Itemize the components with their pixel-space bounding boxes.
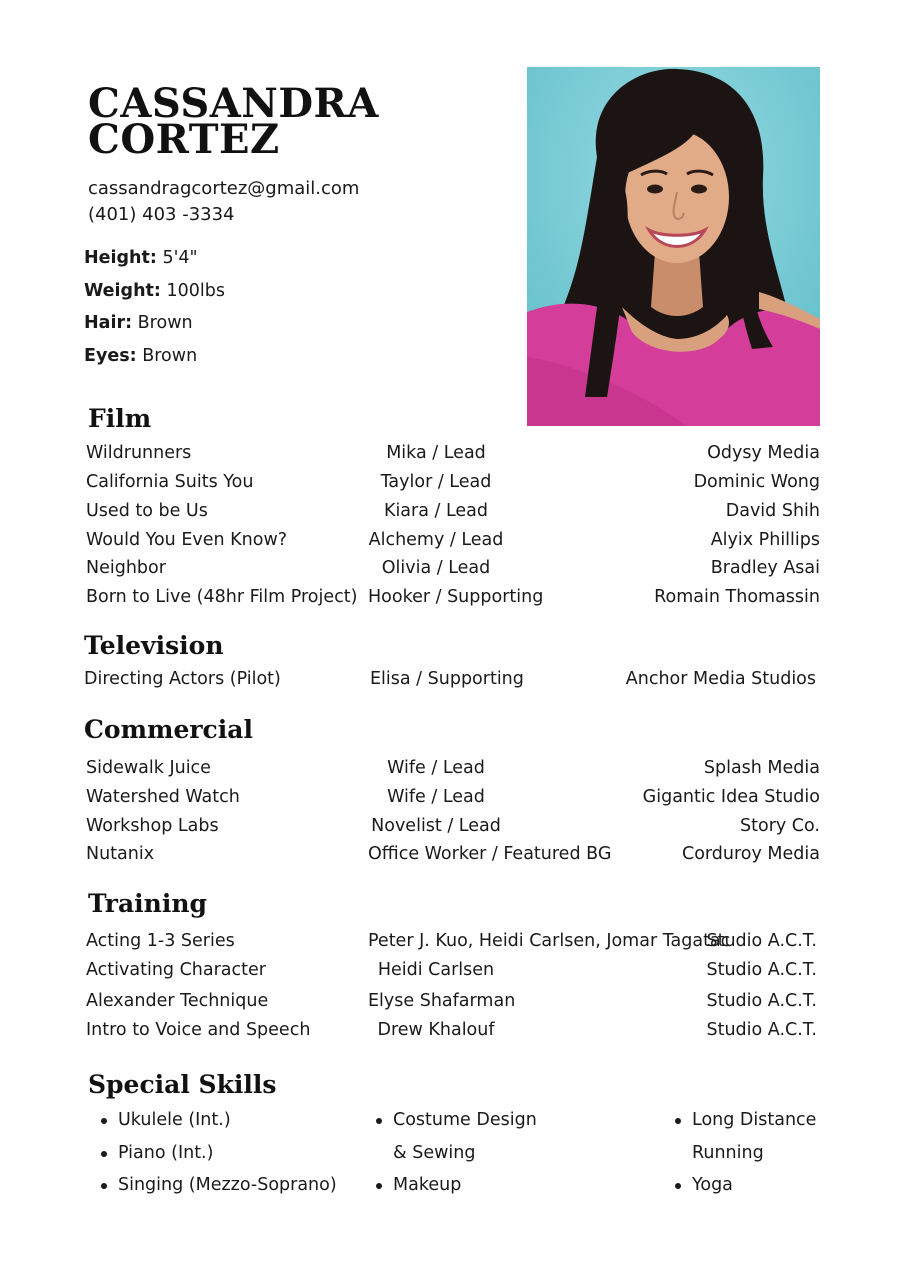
project-title: Used to be Us	[86, 501, 208, 521]
skill-item: Singing (Mezzo-Soprano)	[98, 1169, 337, 1202]
stat-label: Weight:	[84, 280, 161, 301]
studio: Studio A.C.T.	[706, 1020, 817, 1040]
role: Novelist / Lead	[371, 816, 501, 836]
skills-column-1	[98, 1104, 337, 1202]
training-row	[86, 1016, 822, 1044]
production-company: Anchor Media Studios	[625, 669, 816, 689]
project-title: Neighbor	[86, 558, 166, 578]
instructor: Elyse Shafarman	[368, 991, 516, 1011]
director: Bradley Asai	[710, 558, 820, 578]
stat-weight	[84, 277, 225, 310]
stat-value: Brown	[142, 345, 198, 366]
training-row	[86, 987, 822, 1015]
stat-eyes	[84, 342, 225, 375]
skill-item: Yoga	[672, 1169, 816, 1202]
section-heading-film: Film	[88, 404, 152, 433]
film-row	[86, 497, 822, 525]
course-name: Acting 1-3 Series	[86, 931, 235, 951]
skill-item: Ukulele (Int.)	[98, 1104, 337, 1137]
director: Odysy Media	[707, 443, 820, 463]
section-heading-commercial: Commercial	[84, 715, 253, 744]
instructor: Heidi Carlsen	[377, 960, 495, 980]
television-row	[84, 665, 820, 693]
film-row	[86, 468, 822, 496]
stat-label: Eyes:	[84, 345, 137, 366]
name-last: CORTEZ	[88, 116, 280, 163]
headshot-photo	[527, 67, 820, 426]
stat-label: Hair:	[84, 313, 133, 333]
film-row	[86, 439, 822, 467]
stat-height	[84, 244, 225, 277]
name-first: CASSANDRA	[88, 80, 379, 127]
section-heading-special-skills: Special Skills	[88, 1070, 277, 1099]
project-title: Watershed Watch	[86, 787, 240, 807]
commercial-row	[86, 812, 822, 840]
stat-value: 5'4"	[162, 248, 198, 268]
director: Romain Thomassin	[654, 587, 820, 607]
stat-label: Height:	[84, 248, 157, 268]
role: Alchemy / Lead	[368, 530, 504, 550]
role: Mika / Lead	[386, 443, 486, 463]
headshot-illustration	[527, 67, 820, 426]
project-title: Sidewalk Juice	[86, 758, 211, 778]
stat-value: Brown	[137, 313, 193, 333]
project-title: Would You Even Know?	[86, 530, 288, 550]
phone-text: (401) 403 -3334	[88, 204, 235, 225]
contact-info	[88, 176, 359, 228]
studio: Studio A.C.T.	[706, 960, 817, 980]
course-name: Alexander Technique	[86, 991, 269, 1011]
commercial-row	[86, 783, 822, 811]
project-title: Born to Live (48hr Film Project)	[86, 587, 358, 607]
course-name: Activating Character	[86, 960, 266, 980]
project-title: Nutanix	[86, 844, 155, 864]
skills-column-3	[672, 1104, 816, 1202]
production-company: Splash Media	[703, 758, 820, 778]
course-name: Intro to Voice and Speech	[86, 1020, 311, 1040]
role: Olivia / Lead	[381, 558, 491, 578]
production-company: Corduroy Media	[681, 844, 820, 864]
project-title: Wildrunners	[86, 443, 192, 463]
physical-stats	[84, 244, 225, 374]
instructor: Drew Khalouf	[377, 1020, 495, 1040]
production-company: Gigantic Idea Studio	[642, 787, 820, 807]
director: Alyix Phillips	[710, 530, 820, 550]
section-heading-television: Television	[84, 631, 224, 660]
commercial-row	[86, 840, 822, 868]
instructor: Peter J. Kuo, Heidi Carlsen, Jomar Tagatac	[368, 931, 731, 951]
training-row	[86, 927, 822, 955]
project-title: Workshop Labs	[86, 816, 219, 836]
role: Wife / Lead	[387, 787, 485, 807]
director: David Shih	[725, 501, 820, 521]
project-title: Directing Actors (Pilot)	[84, 669, 281, 689]
skill-item: Costume Design	[373, 1104, 537, 1137]
production-company: Story Co.	[740, 816, 820, 836]
role: Wife / Lead	[387, 758, 485, 778]
role: Hooker / Supporting	[368, 587, 544, 607]
role: Office Worker / Featured BG	[368, 844, 612, 864]
skill-item: Long Distance	[672, 1104, 816, 1137]
skill-item-continued: Running	[692, 1142, 764, 1163]
stat-hair	[84, 309, 225, 342]
actor-name	[88, 80, 379, 163]
skills-column-2	[373, 1104, 537, 1202]
role: Kiara / Lead	[383, 501, 489, 521]
role: Taylor / Lead	[380, 472, 492, 492]
studio: Studio A.C.T.	[706, 931, 817, 951]
project-title: California Suits You	[86, 472, 254, 492]
studio: Studio A.C.T.	[706, 991, 817, 1011]
skill-item: Piano (Int.)	[98, 1137, 337, 1170]
skill-item: Makeup	[373, 1169, 537, 1202]
training-row	[86, 956, 822, 984]
section-heading-training: Training	[88, 889, 207, 918]
director: Dominic Wong	[693, 472, 820, 492]
email-text: cassandragcortez@gmail.com	[88, 178, 360, 199]
film-row	[86, 554, 822, 582]
role: Elisa / Supporting	[370, 669, 524, 689]
film-row	[86, 526, 822, 554]
skill-item-continued: & Sewing	[393, 1142, 476, 1163]
stat-value: 100lbs	[166, 280, 225, 301]
film-row	[86, 583, 822, 611]
commercial-row	[86, 754, 822, 782]
